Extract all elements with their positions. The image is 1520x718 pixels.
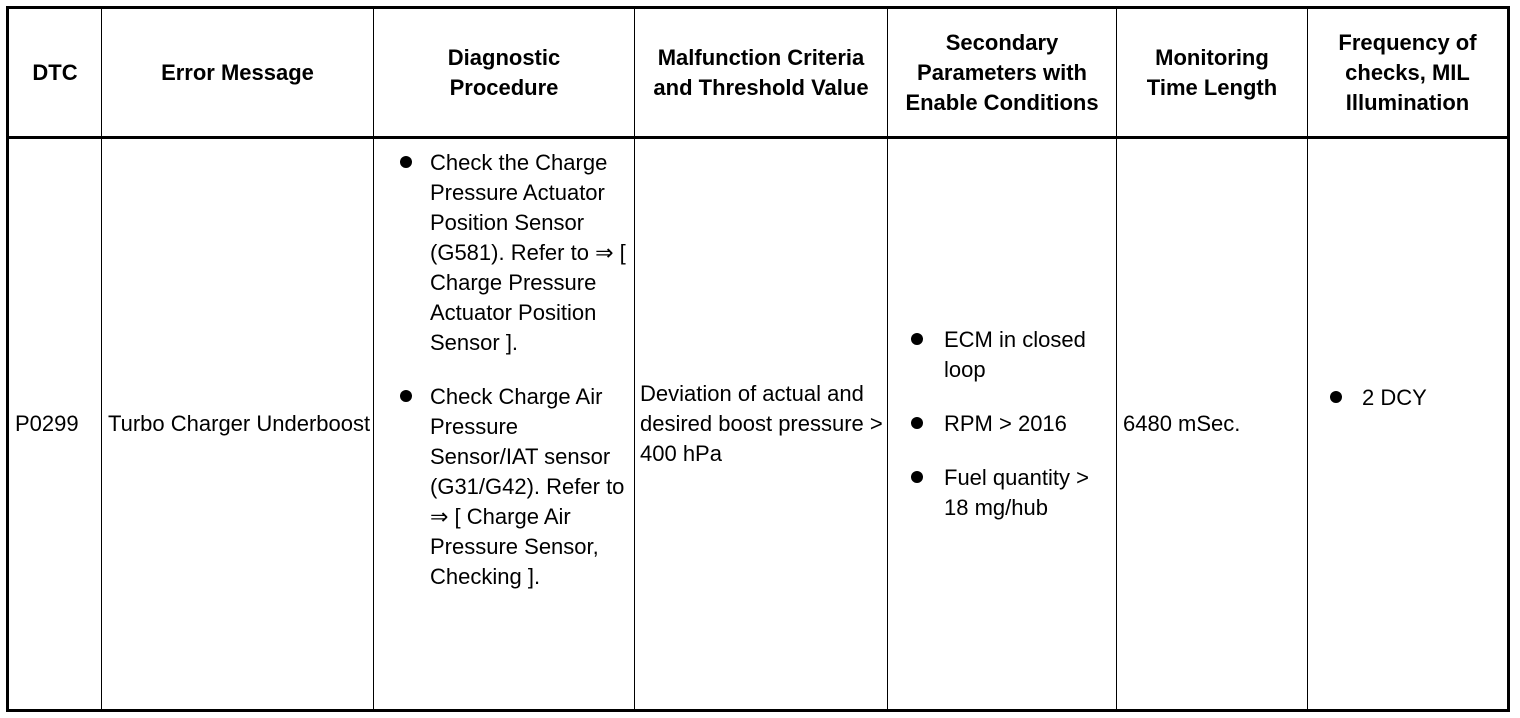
secondary-parameter-text: RPM > 2016 xyxy=(944,411,1067,436)
cell-malfunction-criteria: Deviation of actual and desired boost pressure > 400 hPa xyxy=(635,138,888,711)
cell-diagnostic-procedure xyxy=(374,138,635,711)
procedure-item xyxy=(374,382,634,592)
frequency-item xyxy=(1308,383,1507,413)
header-dtc: DTC xyxy=(8,8,102,138)
bullet-dot-icon xyxy=(911,333,923,345)
frequency-text: 2 DCY xyxy=(1362,385,1427,410)
procedure-item xyxy=(374,148,634,358)
header-frequency: Frequency of checks, MIL Illumination xyxy=(1308,8,1509,138)
secondary-parameter-item xyxy=(888,325,1112,385)
cell-dtc: P0299 xyxy=(8,138,102,711)
secondary-parameter-text: Fuel quantity > 18 mg/hub xyxy=(944,465,1089,520)
dtc-table xyxy=(6,6,1510,712)
cell-frequency xyxy=(1308,138,1509,711)
bullet-dot-icon xyxy=(400,156,412,168)
header-secondary-parameters: Secondary Parameters with Enable Conditions xyxy=(888,8,1117,138)
header-monitoring-time: Monitoring Time Length xyxy=(1117,8,1308,138)
bullet-dot-icon xyxy=(1330,391,1342,403)
secondary-parameter-list xyxy=(888,325,1112,523)
cell-monitoring-time: 6480 mSec. xyxy=(1117,138,1308,711)
cell-secondary-parameters xyxy=(888,138,1117,711)
secondary-parameter-item xyxy=(888,409,1112,439)
table-header-row xyxy=(8,8,1509,138)
header-error-message: Error Message xyxy=(102,8,374,138)
secondary-parameter-item xyxy=(888,463,1112,523)
bullet-dot-icon xyxy=(400,390,412,402)
bullet-dot-icon xyxy=(911,417,923,429)
procedure-text: Check the Charge Pressure Actuator Position Sensor (G581). Refer to ⇒ [ Charge Pressure Actuator Position Sensor ]. xyxy=(430,150,626,355)
header-diagnostic-procedure: Diagnostic Procedure xyxy=(374,8,635,138)
header-malfunction-criteria: Malfunction Criteria and Threshold Value xyxy=(635,8,888,138)
secondary-parameter-text: ECM in closed loop xyxy=(944,327,1086,382)
bullet-dot-icon xyxy=(911,471,923,483)
procedure-text: Check Charge Air Pressure Sensor/IAT sensor (G31/G42). Refer to ⇒ [ Charge Air Pressure Sensor, Checking ]. xyxy=(430,384,625,589)
cell-error-message: Turbo Charger Underboost xyxy=(102,138,374,711)
table-row xyxy=(8,138,1509,711)
frequency-list xyxy=(1308,383,1507,413)
procedure-list xyxy=(374,148,634,592)
